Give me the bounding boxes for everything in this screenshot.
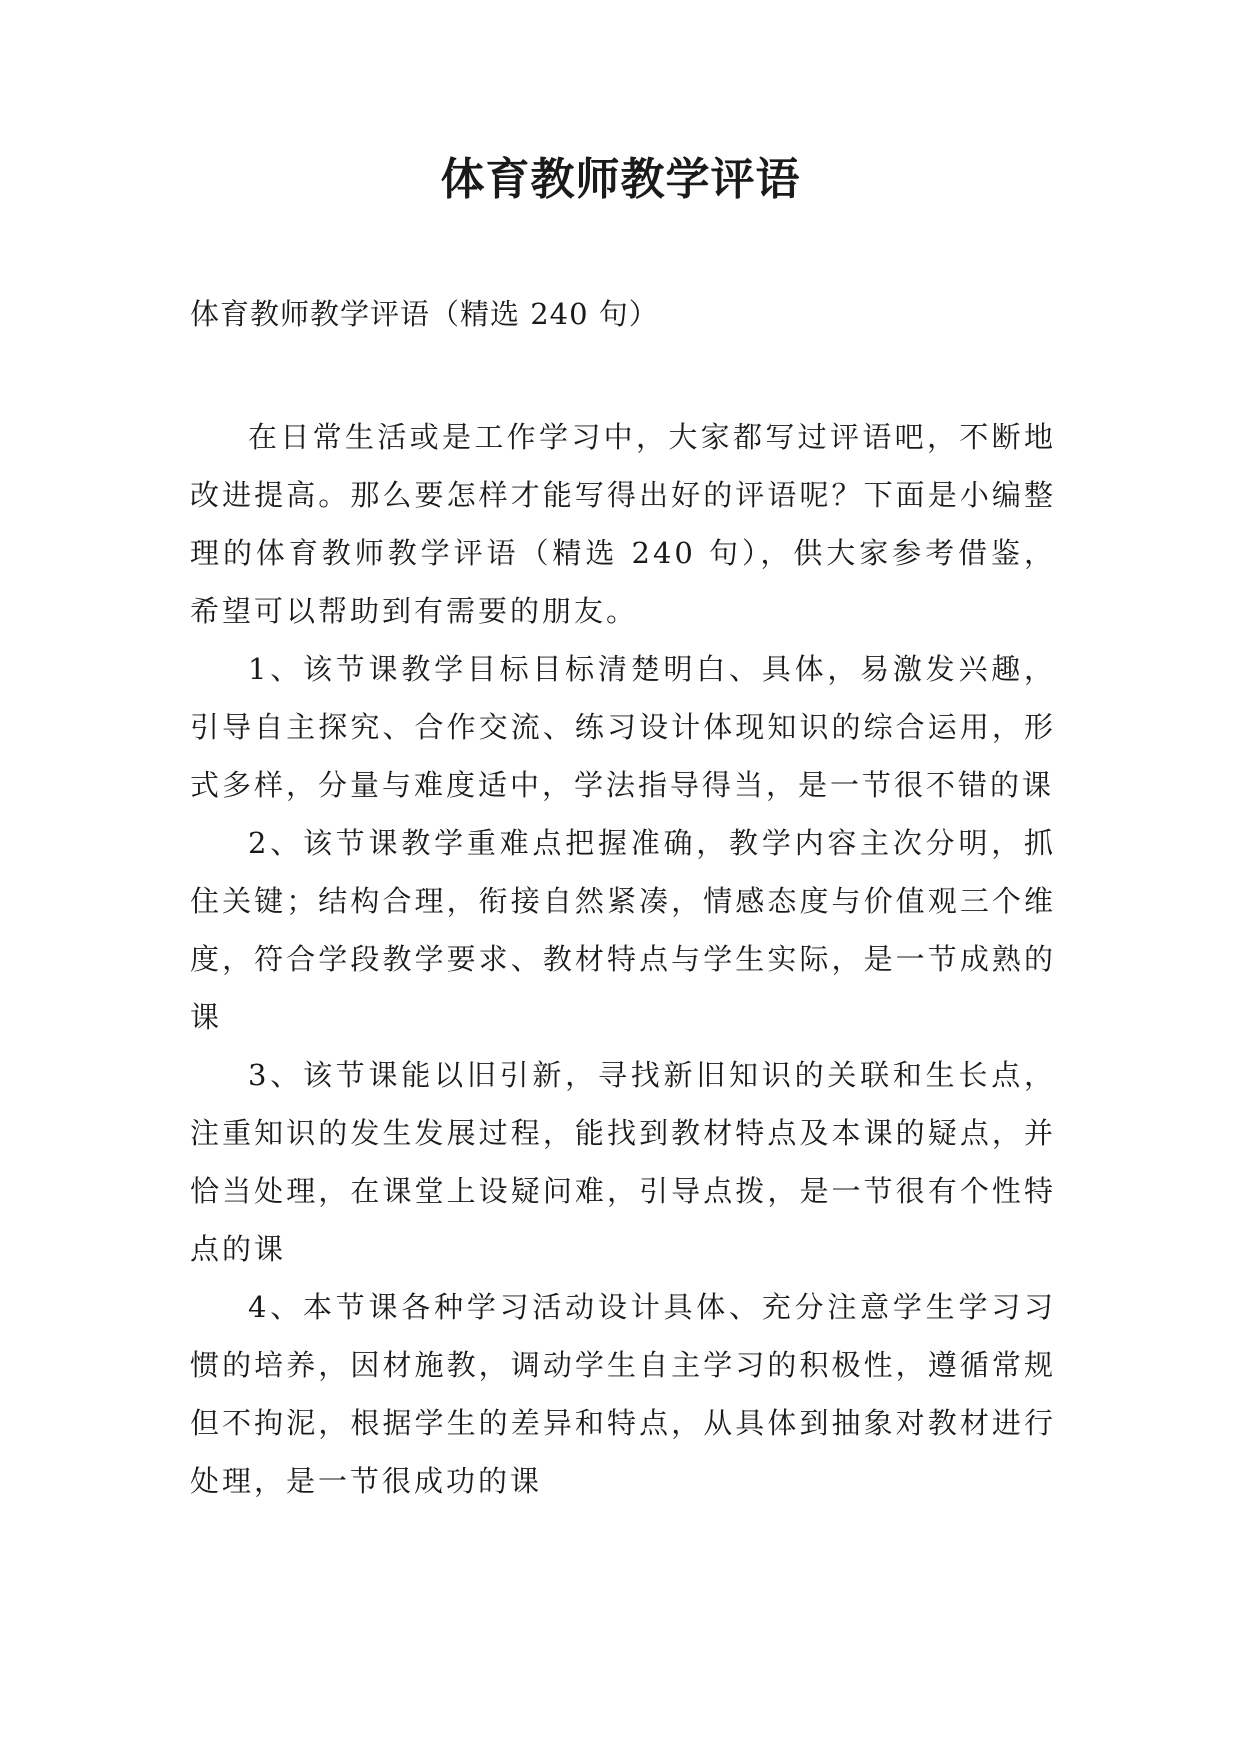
- document-subtitle: 体育教师教学评语（精选 240 句）: [190, 297, 659, 331]
- document-title: 体育教师教学评语: [440, 154, 801, 205]
- comment-paragraph-4: 4、本节课各种学习活动设计具体、充分注意学生学习习惯的培养，因材施教，调动学生自主学习的积极性，遵循常规但不拘泥，根据学生的差异和特点，从具体到抽象对教材进行处理，是一节很成功的课: [190, 1290, 1056, 1498]
- comment-paragraph-1: 1、该节课教学目标目标清楚明白、具体，易激发兴趣，引导自主探究、合作交流、练习设计体现知识的综合运用，形式多样，分量与难度适中，学法指导得当，是一节很不错的课: [190, 652, 1056, 802]
- intro-paragraph: 在日常生活或是工作学习中，大家都写过评语吧，不断地改进提高。那么要怎样才能写得出好的评语呢？下面是小编整理的体育教师教学评语（精选 240 句），供大家参考借鉴，希望可以帮助到有需要的朋友。: [190, 420, 1056, 628]
- comment-paragraph-3: 3、该节课能以旧引新，寻找新旧知识的关联和生长点，注重知识的发生发展过程，能找到教材特点及本课的疑点，并恰当处理，在课堂上设疑问难，引导点拨，是一节很有个性特点的课: [190, 1058, 1056, 1266]
- document-body: [190, 408, 1056, 1510]
- comment-paragraph-2: 2、该节课教学重难点把握准确，教学内容主次分明，抓住关键；结构合理，衔接自然紧凑，情感态度与价值观三个维度，符合学段教学要求、教材特点与学生实际，是一节成熟的课: [190, 826, 1056, 1034]
